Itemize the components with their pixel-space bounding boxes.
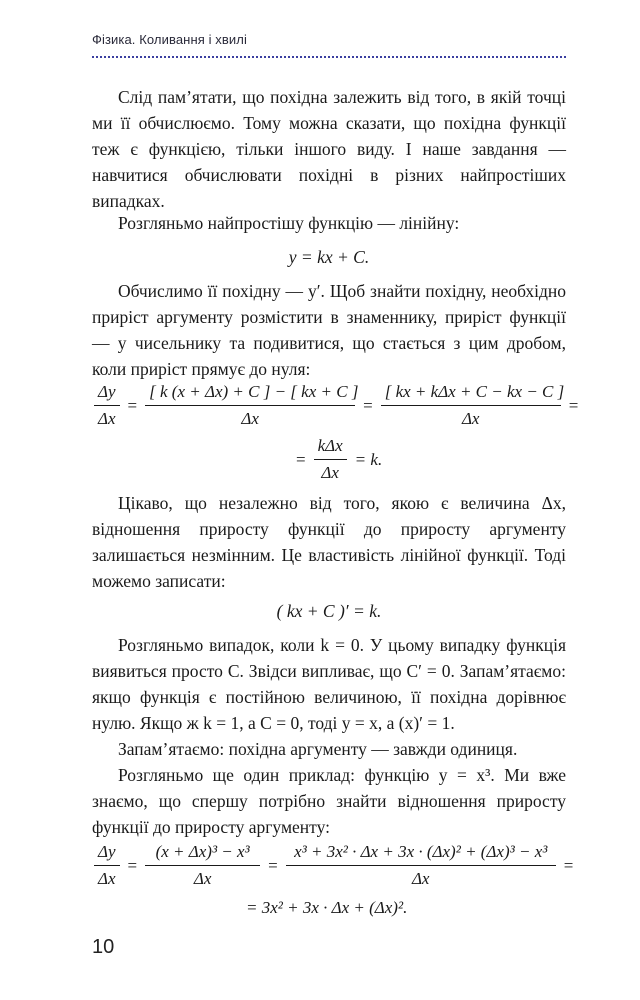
fraction-kdx-dx: $\frac{\text{kΔx}}{\Delta x}$ <box>314 436 347 483</box>
fraction-dy-dx: $\frac{\Delta y}{\Delta x}$ <box>94 842 120 889</box>
equation-linear-result <box>290 436 388 483</box>
fraction-cubic-difference: $\frac{\text{(x + Δx)³ − x³}}{\Delta x}$ <box>145 842 260 889</box>
paragraph-derivative-intro: Слід пам’ятати, що похідна залежить від того, в якій точці ми її обчислюємо. Тому можна сказати, що похідна функції теж є функцією, тільки іншого виду. І наше завдання — навчитися обчислювати похідні в різних найпростіших випадках. <box>92 87 566 211</box>
fraction-dy-dx: $\frac{\Delta y}{\Delta x}$ <box>94 382 120 429</box>
equals-sign: = <box>363 395 373 415</box>
equation-cubic-increment <box>92 842 579 889</box>
fraction-increment-expanded: $\frac{[ k (x + \Delta x) + C ] - [ kx + C ]}{\Delta x}$ <box>145 382 355 429</box>
paragraph-constant-case: Розгляньмо випадок, коли k = 0. У цьому випадку функція виявиться просто C. Звідси випливає, що C′ = 0. Запам’ятаємо: якщо функція є постійною величиною, її похідна дорівнює нулю. Якщо ж k = 1, а C = 0, тоді y = x, а (x)′ = 1. <box>92 635 566 733</box>
equation-linear-text: y = kx + C. <box>288 247 370 267</box>
equals-sign: = <box>563 855 574 875</box>
paragraph-linear-property: Цікаво, що незалежно від того, якою є величина Δx, відношення приросту функції до приросту аргументу залишається незмінним. Це властивість лінійної функції. Тоді можемо записати: <box>92 493 566 591</box>
header-divider <box>92 56 566 58</box>
equals-sign: = <box>127 855 138 875</box>
equals-sign: = <box>568 395 579 415</box>
equation-linear <box>92 244 566 270</box>
equation-linear-increment <box>92 382 584 429</box>
equation-linear-derivative <box>92 598 566 624</box>
paragraph-compute-derivative: Обчислимо її похідну — y′. Щоб знайти похідну, необхідно приріст аргументу розмістити в знаменнику, приріст функції — у чисельнику та подивитися, що стається з цим дробом, коли приріст прямує до нуля: <box>92 281 566 379</box>
paragraph-argument-derivative: Запам’ятаємо: похідна аргументу — завжди одиниця. <box>118 739 518 759</box>
paragraph-linear-function: Розгляньмо найпростішу функцію — лінійну: <box>118 213 460 233</box>
running-header: Фізика. Коливання і хвилі <box>92 32 247 47</box>
equals-sign: = <box>296 449 306 469</box>
fraction-increment-simplified: $\frac{\text{[ kx + kΔx + C − kx − C ]}}{\Delta x}$ <box>381 382 561 429</box>
equals-sign: = <box>127 395 138 415</box>
equation-linear-derivative-text: ( kx + C )′ = k. <box>276 601 382 621</box>
result-k: = k. <box>354 449 383 469</box>
equals-sign: = <box>268 855 278 875</box>
equation-cubic-result-text: = 3x² + 3x · Δx + (Δx)². <box>246 898 408 917</box>
fraction-cubic-expanded: $\frac{\text{x³ + 3x² · Δx + 3x · (Δx)² + (Δx)³ − x³}}{\Delta x}$ <box>286 842 556 889</box>
equation-cubic-result <box>246 898 407 918</box>
paragraph-cubic-intro: Розгляньмо ще один приклад: функцію y = x³. Ми вже знаємо, що спершу потрібно знайти відношення приросту функції до приросту аргументу: <box>92 765 566 837</box>
page-number: 10 <box>92 936 115 958</box>
